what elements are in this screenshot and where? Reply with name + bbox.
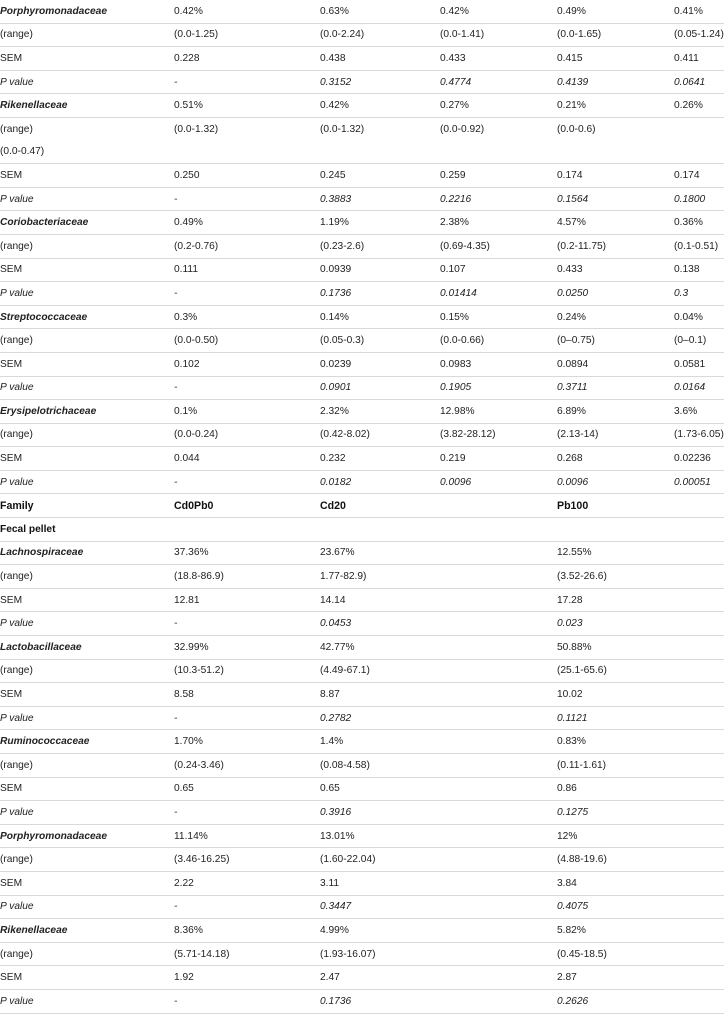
table-cell: (0.0-0.50) (174, 329, 320, 353)
table-cell: - (174, 470, 320, 494)
table-cell (674, 777, 724, 801)
table-cell (440, 730, 557, 754)
table-cell (674, 989, 724, 1013)
row-label: Coriobacteriaceae (0, 211, 174, 235)
table-cell (674, 871, 724, 895)
section-row (0, 518, 724, 542)
row-label: P value (0, 470, 174, 494)
table-cell: 0.0250 (557, 282, 674, 306)
table-cell: (0.0-0.24) (174, 423, 320, 447)
table-cell: (0.0-1.41) (440, 23, 557, 47)
table-cell (674, 895, 724, 919)
table-cell: - (174, 612, 320, 636)
table-cell: (0.69-4.35) (440, 234, 557, 258)
table-row (0, 942, 724, 966)
table-cell: 0.3% (174, 305, 320, 329)
table-cell: - (174, 706, 320, 730)
table-cell (674, 659, 724, 683)
table-cell (440, 612, 557, 636)
table-cell (440, 919, 557, 943)
table-cell (674, 801, 724, 825)
table-cell (440, 588, 557, 612)
table-cell (674, 942, 724, 966)
table-cell: 0.4774 (440, 70, 557, 94)
table-row (0, 706, 724, 730)
table-cell: 0.49% (174, 211, 320, 235)
table-cell: 0.0901 (320, 376, 440, 400)
table-cell: 2.47 (320, 966, 440, 990)
table-cell: 0.102 (174, 352, 320, 376)
table-cell (440, 824, 557, 848)
table-cell: 11.14% (174, 824, 320, 848)
table-cell: (10.3-51.2) (174, 659, 320, 683)
table-cell (674, 141, 724, 164)
table-cell (440, 942, 557, 966)
table-row (0, 187, 724, 211)
table-cell: 0.49% (557, 0, 674, 23)
table-cell: - (174, 376, 320, 400)
table-row (0, 919, 724, 943)
table-cell: (2.13-14) (557, 423, 674, 447)
table-row (0, 305, 724, 329)
table-cell (440, 989, 557, 1013)
table-cell: 0.63% (320, 0, 440, 23)
row-label: P value (0, 187, 174, 211)
table-cell (440, 541, 557, 565)
table-cell: 12.81 (174, 588, 320, 612)
table-cell: - (174, 70, 320, 94)
table-cell: 0.65 (320, 777, 440, 801)
table-cell: 0.86 (557, 777, 674, 801)
table-row (0, 47, 724, 71)
table-cell: 0.107 (440, 258, 557, 282)
table-row (0, 352, 724, 376)
row-label: (range) (0, 123, 33, 135)
table-cell: 0.41% (674, 0, 724, 23)
table-cell: 0.26% (674, 94, 724, 118)
row-label: (range) (0, 754, 174, 778)
row-label: Rikenellaceae (0, 919, 174, 943)
table-cell: 0.0096 (440, 470, 557, 494)
header-cd20: Cd20 (320, 494, 440, 518)
row-label: (range) (0, 23, 174, 47)
row-label: P value (0, 376, 174, 400)
table-cell (674, 824, 724, 848)
table-header-section (0, 494, 724, 541)
table-row (0, 470, 724, 494)
table-cell: 1.92 (174, 966, 320, 990)
table-cell: 1.19% (320, 211, 440, 235)
row-label: Lactobacillaceae (0, 636, 174, 660)
row-label: Streptococcaceae (0, 305, 174, 329)
table-body-top (0, 0, 724, 494)
table-cell: 0.14% (320, 305, 440, 329)
table-cell (674, 541, 724, 565)
row-label: SEM (0, 588, 174, 612)
table-cell: (0.0-2.24) (320, 23, 440, 47)
table-row (0, 0, 724, 23)
table-cell: 0.1% (174, 400, 320, 424)
table-cell: 0.219 (440, 447, 557, 471)
section-label: Fecal pellet (0, 518, 724, 542)
table-cell: (3.82-28.12) (440, 423, 557, 447)
table-cell (440, 966, 557, 990)
table-cell (440, 683, 557, 707)
table-cell: 0.0581 (674, 352, 724, 376)
table-cell: (0.1-0.51) (674, 234, 724, 258)
table-cell: 1.4% (320, 730, 440, 754)
row-label: Ruminococcaceae (0, 730, 174, 754)
table-cell: 4.57% (557, 211, 674, 235)
table-cell: 0.138 (674, 258, 724, 282)
table-cell: 0.42% (320, 94, 440, 118)
table-row (0, 164, 724, 188)
table-row (0, 612, 724, 636)
table-cell: 0.1800 (674, 187, 724, 211)
table-cell: (0–0.1) (674, 329, 724, 353)
table-cell (440, 801, 557, 825)
table-cell (674, 565, 724, 589)
row-label: P value (0, 282, 174, 306)
table-cell: 0.27% (440, 94, 557, 118)
table-cell: 0.438 (320, 47, 440, 71)
table-cell: (0.0-1.25) (174, 23, 320, 47)
table-cell: 0.3883 (320, 187, 440, 211)
table-row (0, 258, 724, 282)
row-label: Porphyromonadaceae (0, 0, 174, 23)
table-cell: (3.52-26.6) (557, 565, 674, 589)
table-cell: 3.11 (320, 871, 440, 895)
row-label: P value (0, 612, 174, 636)
table-cell: 0.0894 (557, 352, 674, 376)
table-row (0, 211, 724, 235)
row-label: P value (0, 801, 174, 825)
table-row (0, 141, 724, 164)
table-row (0, 777, 724, 801)
table-cell (440, 895, 557, 919)
table-row (0, 70, 724, 94)
table-cell: (0.42-8.02) (320, 423, 440, 447)
table-cell: 0.65 (174, 777, 320, 801)
table-row (0, 636, 724, 660)
table-row (0, 989, 724, 1013)
table-cell (440, 777, 557, 801)
table-cell: 10.02 (557, 683, 674, 707)
table-cell: 0.0164 (674, 376, 724, 400)
table-cell: 0.0641 (674, 70, 724, 94)
table-row (0, 117, 724, 140)
table-cell: 0.174 (674, 164, 724, 188)
table-cell (674, 636, 724, 660)
table-cell: 0.0939 (320, 258, 440, 282)
row-label: (range) (0, 848, 174, 872)
table-cell: 8.58 (174, 683, 320, 707)
table-cell: 1.70% (174, 730, 320, 754)
table-row (0, 966, 724, 990)
table-cell: 17.28 (557, 588, 674, 612)
row-label: SEM (0, 777, 174, 801)
table-cell: 0.415 (557, 47, 674, 71)
table-cell: (0.0-1.32) (174, 123, 219, 135)
table-cell: (1.60-22.04) (320, 848, 440, 872)
table-cell: (0.23-2.6) (320, 234, 440, 258)
table-row (0, 565, 724, 589)
table-cell: 0.24% (557, 305, 674, 329)
table-cell: 0.04% (674, 305, 724, 329)
table-cell: 0.4139 (557, 70, 674, 94)
row-label: Lachnospiraceae (0, 541, 174, 565)
table-cell: 8.36% (174, 919, 320, 943)
table-cell: - (174, 801, 320, 825)
table-cell (674, 848, 724, 872)
table-cell: 2.38% (440, 211, 557, 235)
table-cell: 0.0239 (320, 352, 440, 376)
header-empty-2 (674, 494, 724, 518)
row-label: SEM (0, 871, 174, 895)
table-cell: 0.232 (320, 447, 440, 471)
table-cell (440, 636, 557, 660)
table-cell (674, 706, 724, 730)
table-cell: 32.99% (174, 636, 320, 660)
table-row (0, 683, 724, 707)
table-cell (174, 141, 320, 164)
table-cell (674, 730, 724, 754)
table-cell: (1.73-6.05) (674, 423, 724, 447)
table-cell: 0.83% (557, 730, 674, 754)
table-cell: 0.0096 (557, 470, 674, 494)
row-label: P value (0, 895, 174, 919)
table-cell (440, 565, 557, 589)
table-cell (440, 141, 557, 164)
row-label: SEM (0, 164, 174, 188)
table-cell: (0.05-1.24) (674, 23, 724, 47)
table-cell: (3.46-16.25) (174, 848, 320, 872)
table-cell: (0.2-0.76) (174, 234, 320, 258)
table-cell: (0.08-4.58) (320, 754, 440, 778)
table-cell (674, 683, 724, 707)
table-cell: 0.1121 (557, 706, 674, 730)
table-cell: 0.3711 (557, 376, 674, 400)
table-cell: 0.1736 (320, 282, 440, 306)
table-cell: (18.8-86.9) (174, 565, 320, 589)
table-cell: 3.6% (674, 400, 724, 424)
row-label: SEM (0, 352, 174, 376)
table-row (0, 423, 724, 447)
table-cell: 0.1564 (557, 187, 674, 211)
table-cell: (0.05-0.3) (320, 329, 440, 353)
row-label: (range) (0, 234, 174, 258)
table-cell: 2.22 (174, 871, 320, 895)
table-cell: 23.67% (320, 541, 440, 565)
table-cell: (0.24-3.46) (174, 754, 320, 778)
table-cell: 14.14 (320, 588, 440, 612)
table-cell: 0.174 (557, 164, 674, 188)
table-cell: 42.77% (320, 636, 440, 660)
table-cell: 0.250 (174, 164, 320, 188)
table-cell: 8.87 (320, 683, 440, 707)
table-cell: - (174, 895, 320, 919)
table-cell: 4.99% (320, 919, 440, 943)
column-header-row (0, 494, 724, 518)
table-cell (320, 141, 440, 164)
table-cell (440, 848, 557, 872)
table-cell (674, 754, 724, 778)
table-row (0, 895, 724, 919)
table-cell: 0.0453 (320, 612, 440, 636)
table-cell (440, 754, 557, 778)
table-row (0, 376, 724, 400)
table-row (0, 754, 724, 778)
table-cell (674, 117, 724, 140)
table-cell: (0.0-0.6) (557, 123, 596, 135)
table-cell: (5.71-14.18) (174, 942, 320, 966)
row-label: (range) (0, 329, 174, 353)
table-row (0, 400, 724, 424)
row-label: (range) (0, 423, 174, 447)
table-body-bottom (0, 541, 724, 1013)
table-cell: 0.15% (440, 305, 557, 329)
row-label: SEM (0, 447, 174, 471)
row-label: SEM (0, 683, 174, 707)
table-row (0, 541, 724, 565)
table-cell: 3.84 (557, 871, 674, 895)
table-cell: (4.49-67.1) (320, 659, 440, 683)
table-cell: (1.93-16.07) (320, 942, 440, 966)
row-label: Porphyromonadaceae (0, 824, 174, 848)
table-cell: 0.3447 (320, 895, 440, 919)
table-cell: - (174, 282, 320, 306)
header-cd0pb0: Cd0Pb0 (174, 494, 320, 518)
table-row (0, 588, 724, 612)
table-cell: 2.32% (320, 400, 440, 424)
header-family: Family (0, 494, 174, 518)
header-empty (440, 494, 557, 518)
table-cell: 12% (557, 824, 674, 848)
row-label: P value (0, 989, 174, 1013)
table-row (0, 282, 724, 306)
table-cell (440, 659, 557, 683)
table-cell: - (174, 989, 320, 1013)
table-cell: 0.044 (174, 447, 320, 471)
row-label: SEM (0, 258, 174, 282)
table-cell (440, 871, 557, 895)
table-cell: 0.2626 (557, 989, 674, 1013)
table-cell: 0.3 (674, 282, 724, 306)
table-cell: 0.3916 (320, 801, 440, 825)
table-cell: 0.51% (174, 94, 320, 118)
row-label: (range) (0, 565, 174, 589)
row-label: Rikenellaceae (0, 94, 174, 118)
table-cell: 0.21% (557, 94, 674, 118)
table-cell: 0.1736 (320, 989, 440, 1013)
table-cell: 0.00051 (674, 470, 724, 494)
table-cell: (4.88-19.6) (557, 848, 674, 872)
table-cell: (0–0.75) (557, 329, 674, 353)
table-cell (440, 706, 557, 730)
table-cell: 12.98% (440, 400, 557, 424)
table-cell: 0.268 (557, 447, 674, 471)
table-row (0, 23, 724, 47)
table-cell: (0.0-1.32) (320, 123, 365, 135)
table-cell: 6.89% (557, 400, 674, 424)
table-cell (557, 141, 674, 164)
table-cell: 12.55% (557, 541, 674, 565)
table-cell: (25.1-65.6) (557, 659, 674, 683)
table-row (0, 801, 724, 825)
table-cell: (0.0-1.65) (557, 23, 674, 47)
table-row (0, 234, 724, 258)
table-cell: 0.02236 (674, 447, 724, 471)
table-cell: 0.1905 (440, 376, 557, 400)
row-label: (0.0-0.47) (0, 141, 174, 164)
table-cell: 1.77-82.9) (320, 565, 440, 589)
table-cell: (0.0-0.92) (440, 123, 485, 135)
table-cell: 0.42% (440, 0, 557, 23)
table-cell: 0.433 (557, 258, 674, 282)
table-cell: 0.111 (174, 258, 320, 282)
table-row (0, 871, 724, 895)
table-cell: 0.245 (320, 164, 440, 188)
table-cell: (0.0-0.66) (440, 329, 557, 353)
table-row (0, 659, 724, 683)
table-cell: 2.87 (557, 966, 674, 990)
table-cell: 0.0983 (440, 352, 557, 376)
table-cell: 0.1275 (557, 801, 674, 825)
row-label: SEM (0, 966, 174, 990)
row-label: P value (0, 706, 174, 730)
table-cell: 0.023 (557, 612, 674, 636)
row-label: (range) (0, 659, 174, 683)
table-cell: 0.01414 (440, 282, 557, 306)
header-pb100: Pb100 (557, 494, 674, 518)
table-cell: (0.11-1.61) (557, 754, 674, 778)
table-cell: 0.4075 (557, 895, 674, 919)
table-cell (674, 966, 724, 990)
table-cell: 0.3152 (320, 70, 440, 94)
table-cell: 0.36% (674, 211, 724, 235)
table-cell: 0.433 (440, 47, 557, 71)
table-row (0, 730, 724, 754)
table-row (0, 447, 724, 471)
table-cell: (0.2-11.75) (557, 234, 674, 258)
table-cell: 0.259 (440, 164, 557, 188)
table-cell (674, 588, 724, 612)
table-cell: 0.228 (174, 47, 320, 71)
row-label: SEM (0, 47, 174, 71)
table-cell: 0.0182 (320, 470, 440, 494)
table-row (0, 848, 724, 872)
table-cell: 37.36% (174, 541, 320, 565)
row-label: Erysipelotrichaceae (0, 400, 174, 424)
table-cell (674, 612, 724, 636)
table-row (0, 824, 724, 848)
table-cell: 50.88% (557, 636, 674, 660)
table-cell: 0.2216 (440, 187, 557, 211)
table-cell: 13.01% (320, 824, 440, 848)
table-cell: 5.82% (557, 919, 674, 943)
table-row (0, 94, 724, 118)
row-label: P value (0, 70, 174, 94)
row-label: (range) (0, 942, 174, 966)
table-cell: 0.42% (174, 0, 320, 23)
table-cell (674, 919, 724, 943)
table-cell: - (174, 187, 320, 211)
table-cell: 0.411 (674, 47, 724, 71)
table-row (0, 329, 724, 353)
table-cell: (0.45-18.5) (557, 942, 674, 966)
table-cell: 0.2782 (320, 706, 440, 730)
